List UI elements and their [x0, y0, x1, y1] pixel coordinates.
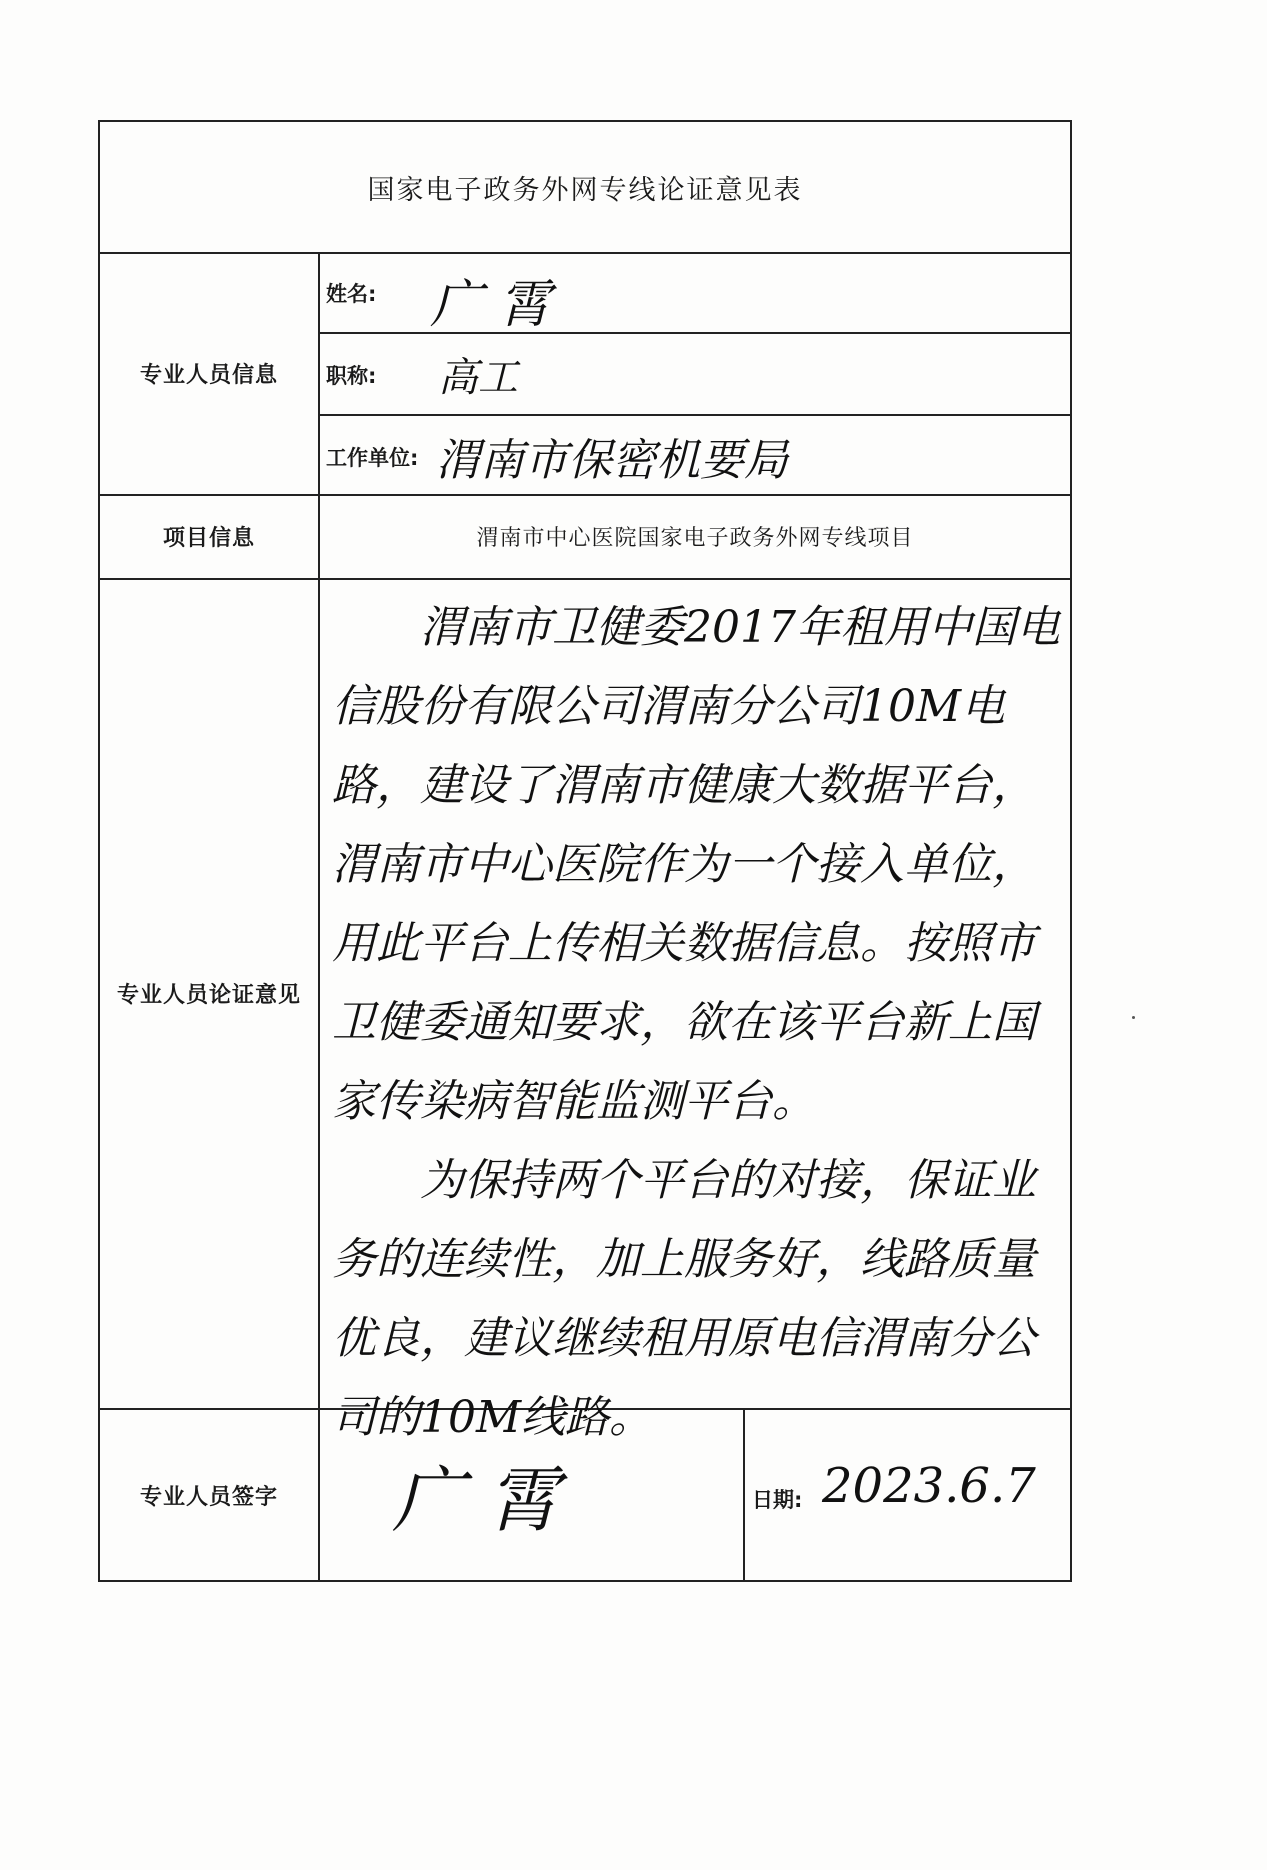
signature-value: 广 霄 [392, 1458, 559, 1542]
opinion-text [332, 588, 1062, 1457]
opinion-label: 专业人员论证意见 [116, 982, 301, 1008]
name-label: 姓名: [326, 282, 377, 306]
rank-value: 高工 [438, 355, 518, 401]
opinion-paragraph: 渭南市卫健委2017年租用中国电信股份有限公司渭南分公司10M电路，建设了渭南市健康大数据平台，渭南市中心医院作为一个接入单位，用此平台上传相关数据信息。按照市卫健委通知要求，欲在该平台新上国家传染病智能监测平台。 [332, 602, 1060, 1127]
employer-label: 工作单位: [326, 446, 419, 470]
professional-info-label: 专业人员信息 [139, 362, 278, 388]
date-value: 2023.6.7 [822, 1458, 1036, 1514]
opinion-paragraph: 为保持两个平台的对接，保证业务的连续性，加上服务好，线路质量优良，建议继续租用原电信渭南分公司的10M线路。 [332, 1155, 1036, 1443]
scan-speck [1132, 1016, 1135, 1019]
rank-label: 职称: [326, 364, 377, 388]
opinion-form [98, 120, 1072, 1582]
divider [318, 414, 1070, 416]
signature-label: 专业人员签字 [139, 1484, 278, 1510]
project-info-value: 渭南市中心医院国家电子政务外网专线项目 [476, 525, 914, 551]
name-value: 广 霄 [430, 275, 551, 335]
form-title: 国家电子政务外网专线论证意见表 [367, 174, 803, 206]
employer-value: 渭南市保密机要局 [436, 435, 788, 486]
divider [318, 252, 320, 1582]
date-label: 日期: [752, 1488, 803, 1512]
project-info-label: 项目信息 [162, 525, 255, 551]
